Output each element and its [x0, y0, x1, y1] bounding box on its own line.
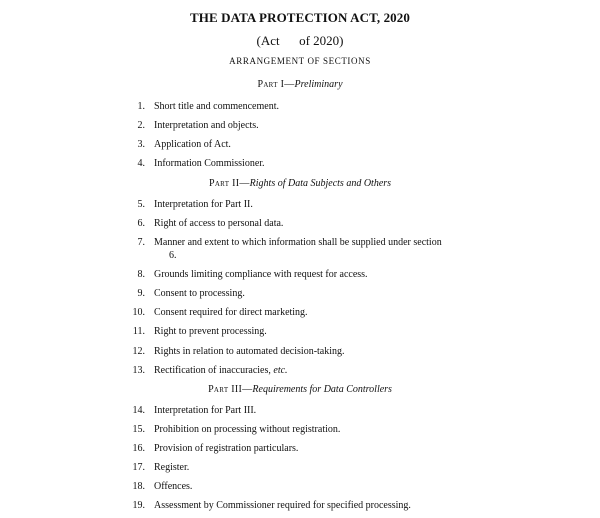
section-number: 4.: [137, 158, 145, 169]
part-name: Rights of Data Subjects and Others: [249, 178, 392, 189]
section-number: 5.: [137, 199, 145, 210]
section-number: 8.: [137, 269, 145, 280]
section-number: 15.: [132, 424, 145, 435]
section-title: Register.: [154, 462, 190, 473]
section-title: Grounds limiting compliance with request for access.: [154, 269, 368, 280]
section-title-line2: 6.: [169, 250, 177, 261]
section-number: 1.: [137, 101, 145, 112]
section-number: 2.: [137, 120, 145, 131]
section-number: 17.: [132, 462, 145, 473]
section-title: Assessment by Commissioner required for specified processing.: [154, 500, 411, 511]
act-number-line: (Act of 2020): [256, 33, 344, 48]
section-number: 19.: [132, 500, 145, 511]
section-title: Short title and commencement.: [154, 101, 279, 112]
part-heading-1: [0, 79, 600, 90]
part-heading-3: [0, 384, 600, 395]
section-title: [154, 364, 444, 377]
section-number: 10.: [132, 307, 145, 318]
part-name: Requirements for Data Controllers: [252, 384, 392, 395]
section-title: Offences.: [154, 481, 193, 492]
part-label: Part I—: [257, 79, 295, 90]
section-title: Prohibition on processing without registration.: [154, 424, 341, 435]
section-number: 13.: [132, 365, 145, 376]
part-name: Preliminary: [294, 79, 343, 90]
section-number: 12.: [132, 346, 145, 357]
section-title-text: Rectification of inaccuracies,: [154, 365, 274, 376]
section-number: 18.: [132, 481, 145, 492]
arrangement-heading: ARRANGEMENT OF SECTIONS: [229, 56, 371, 66]
part-heading-2: [0, 178, 600, 189]
section-title: Information Commissioner.: [154, 158, 265, 169]
section-title: Consent to processing.: [154, 288, 245, 299]
section-title-line1: Manner and extent to which information shall be supplied under section: [154, 237, 442, 248]
section-title: Right of access to personal data.: [154, 218, 284, 229]
section-title: Interpretation for Part III.: [154, 405, 257, 416]
section-number: 3.: [137, 139, 145, 150]
section-title-italic: etc.: [273, 365, 288, 376]
section-number: 11.: [132, 326, 145, 337]
section-title: Interpretation and objects.: [154, 120, 259, 131]
section-number: 9.: [137, 288, 145, 299]
section-title: Right to prevent processing.: [154, 326, 267, 337]
part-label: Part III—: [208, 384, 253, 395]
section-title: [154, 236, 444, 262]
section-title: Interpretation for Part II.: [154, 199, 253, 210]
section-title: Application of Act.: [154, 139, 231, 150]
document-title: THE DATA PROTECTION ACT, 2020: [190, 10, 410, 25]
section-title: Provision of registration particulars.: [154, 443, 299, 454]
section-number: 16.: [132, 443, 145, 454]
section-number: 6.: [137, 218, 145, 229]
section-number: 14.: [132, 405, 145, 416]
section-title: Consent required for direct marketing.: [154, 307, 308, 318]
part-label: Part II—: [208, 178, 250, 189]
section-title: Rights in relation to automated decision-taking.: [154, 346, 345, 357]
section-number: 7.: [137, 237, 145, 248]
